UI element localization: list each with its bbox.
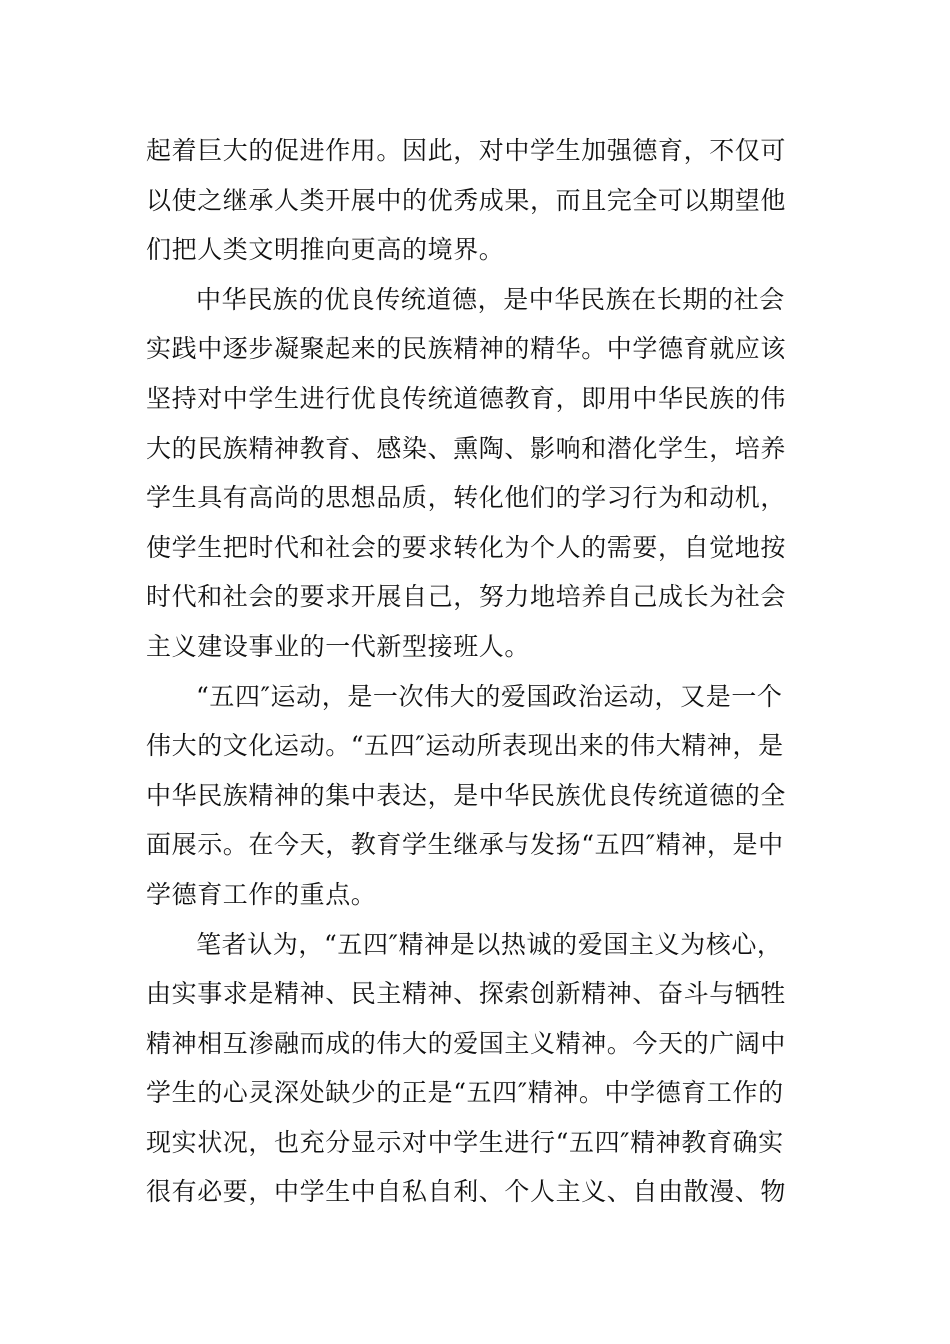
text-line: 时代和社会的要求开展自己，努力地培养自己成长为社会 (146, 582, 787, 612)
text-line: 实践中逐步凝聚起来的民族精神的精华。中学德育就应该 (146, 334, 787, 364)
text-line: 主义建设事业的一代新型接班人。 (146, 631, 531, 661)
text-line: 中华民族的优良传统道德，是中华民族在长期的社会 (196, 284, 785, 314)
text-line: 以使之继承人类开展中的优秀成果，而且完全可以期望他 (146, 185, 787, 215)
text-line: 中华民族精神的集中表达，是中华民族优良传统道德的全 (146, 780, 787, 810)
text-line: 们把人类文明推向更高的境界。 (146, 235, 505, 265)
text-line: 笔者认为，“五四″精神是以热诚的爱国主义为核心， (196, 929, 783, 959)
text-line: 使学生把时代和社会的要求转化为个人的需要，自觉地按 (146, 532, 787, 562)
text-line: 现实状况，也充分显示对中学生进行“五四″精神教育确实 (146, 1127, 784, 1157)
text-line: 精神相互渗融而成的伟大的爱国主义精神。今天的广阔中 (146, 1028, 787, 1058)
text-line: 由实事求是精神、民主精神、探索创新精神、奋斗与牺牲 (146, 979, 787, 1009)
text-line: 学生的心灵深处缺少的正是“五四″精神。中学德育工作的 (146, 1078, 784, 1108)
paragraph-1 (146, 126, 806, 275)
paragraph-4 (146, 920, 806, 1218)
paragraph-2 (146, 275, 806, 672)
text-line: 大的民族精神教育、感染、熏陶、影响和潜化学生，培养 (146, 433, 787, 463)
text-line: 起着巨大的促进作用。因此，对中学生加强德育，不仅可 (146, 136, 787, 165)
body-text (146, 126, 806, 1217)
text-line: 学德育工作的重点。 (146, 879, 377, 909)
text-line: 坚持对中学生进行优良传统道德教育，即用中华民族的伟 (146, 383, 787, 413)
text-line: 学生具有高尚的思想品质，转化他们的学习行为和动机， (146, 483, 787, 513)
text-line: 伟大的文化运动。“五四″运动所表现出来的伟大精神，是 (146, 731, 784, 761)
text-line: 面展示。在今天，教育学生继承与发扬“五四″精神，是中 (146, 830, 784, 860)
text-line: “五四″运动，是一次伟大的爱国政治运动，又是一个 (196, 681, 783, 711)
text-line: 很有必要，中学生中自私自利、个人主义、自由散漫、物 (146, 1177, 787, 1207)
paragraph-3 (146, 672, 806, 920)
